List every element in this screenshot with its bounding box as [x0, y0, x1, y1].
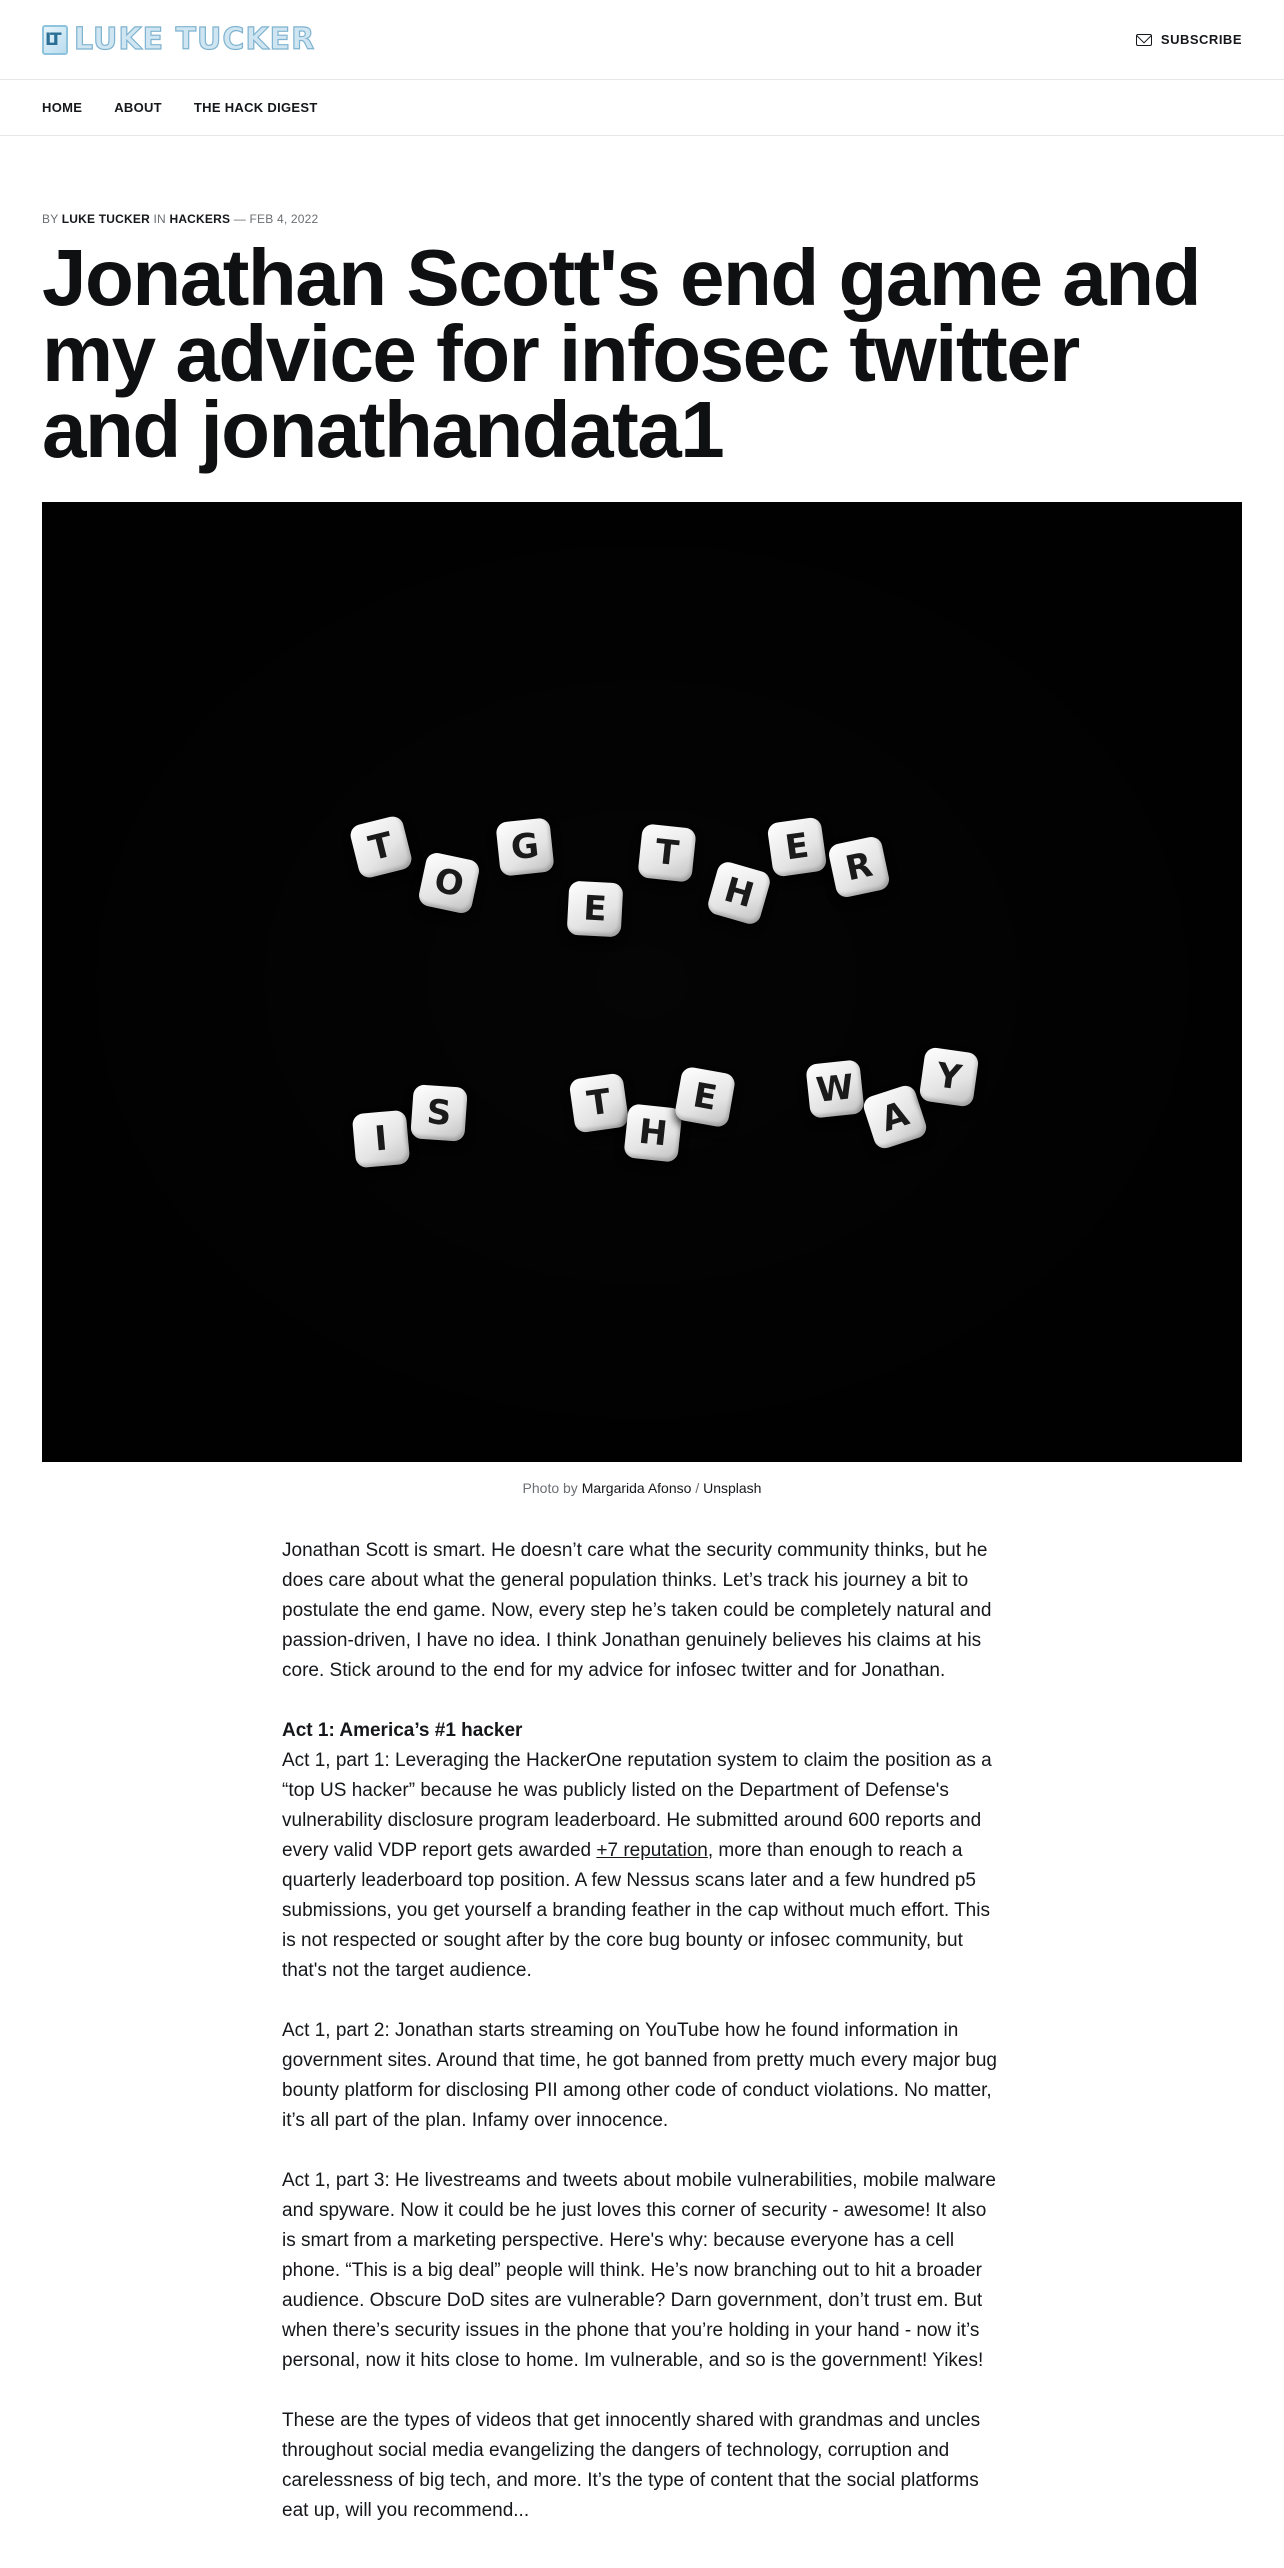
author-link[interactable]: LUKE TUCKER	[61, 212, 150, 226]
section-heading: Act 1: America’s #1 hacker	[282, 1720, 523, 1741]
mail-icon	[1136, 34, 1152, 46]
subscribe-label: SUBSCRIBE	[1160, 32, 1242, 47]
logo-text: LUKE TUCKER	[74, 22, 316, 57]
paragraph	[282, 1716, 1002, 1986]
paragraph-text: , more than enough to reach a quarterly leaderboard top position. A few Nessus scans later and a few hundred p5 submissions, you get yourself a branding feather in the cap without much effort. This is not respected or sought after by the core bug bounty or infosec community, but that's not the target audience.	[282, 1840, 990, 1981]
feature-image	[42, 502, 1242, 1462]
paragraph-text: Act 1, part 1: Leveraging the HackerOne reputation system to claim the position as a “top US hacker” because he was publicly listed on the Department of Defense's vulnerability disclosure program leaderboard. He submitted around 600 reports and every valid VDP report gets awarded	[282, 1750, 992, 1861]
letter-tile: W	[805, 1059, 864, 1118]
caption-prefix: Photo by	[522, 1480, 578, 1496]
letter-tile: I	[352, 1110, 411, 1169]
letter-tile: S	[410, 1084, 468, 1142]
post-title: Jonathan Scott's end game and my advice for infosec twitter and jonathandata1	[42, 233, 1200, 474]
letter-tile: A	[861, 1083, 929, 1151]
post-content	[282, 1536, 1002, 2526]
letter-tile: E	[567, 881, 624, 938]
letter-tile: R	[827, 835, 891, 899]
letter-tile: E	[674, 1066, 737, 1129]
subscribe-button[interactable]	[1136, 32, 1242, 47]
post-date: FEB 4, 2022	[249, 212, 319, 226]
nav-item-home[interactable]: HOME	[42, 100, 83, 115]
meta-in: IN	[153, 212, 166, 226]
nav-item-about[interactable]: ABOUT	[114, 100, 162, 115]
letter-tile: E	[767, 817, 828, 878]
reputation-link[interactable]: +7 reputation	[596, 1840, 708, 1861]
site-header	[0, 0, 1284, 80]
post-meta	[42, 212, 1284, 226]
paragraph: These are the types of videos that get innocently shared with grandmas and uncles throughout social media evangelizing the dangers of technology, corruption and carelessness of big tech, and more. It’s the type of content that the social platforms eat up, will you recommend...	[282, 2410, 981, 2521]
letter-tile: G	[495, 817, 554, 876]
letter-tile: T	[569, 1073, 630, 1134]
meta-by: BY	[42, 212, 59, 226]
meta-separator: —	[233, 212, 246, 226]
paragraph: Act 1, part 2: Jonathan starts streaming on YouTube how he found information in government sites. Around that time, he got banned from pretty much every major bug bounty platform for disclosing PII among other code of conduct violations. No matter, it’s all part of the plan. Infamy over innocence.	[282, 2020, 997, 2131]
paragraph: Jonathan Scott is smart. He doesn’t care what the security community thinks, but he does care about what the general population thinks. Let’s track his journey a bit to postulate the end game. Now, every step he’s taken could be completely natural and passion-driven, I have no idea. I think Jonathan genuinely believes his claims at his core. Stick around to the end for my advice for infosec twitter and for Jonathan.	[282, 1540, 992, 1681]
letter-tile: Y	[919, 1047, 980, 1108]
caption-author-link[interactable]: Margarida Afonso	[581, 1480, 692, 1496]
letter-tile: T	[348, 814, 413, 879]
tag-link[interactable]: HACKERS	[169, 212, 231, 226]
main-nav	[0, 80, 1284, 136]
letter-tile: H	[623, 1103, 682, 1162]
letter-tile: T	[637, 823, 696, 882]
logo-icon	[42, 25, 68, 55]
letter-tile: O	[417, 851, 481, 915]
letter-tile: H	[706, 860, 773, 927]
image-caption	[0, 1480, 1284, 1496]
caption-source-link[interactable]: Unsplash	[703, 1480, 762, 1496]
nav-item-hack-digest[interactable]: THE HACK DIGEST	[193, 100, 318, 115]
site-logo[interactable]	[42, 22, 315, 57]
caption-separator: /	[695, 1480, 700, 1496]
paragraph: Act 1, part 3: He livestreams and tweets about mobile vulnerabilities, mobile malware and spyware. Now it could be he just loves this corner of security - awesome! It also is smart from a marketing perspective. Here's why: because everyone has a cell phone. “This is a big deal” people will think. He’s now branching out to hit a broader audience. Obscure DoD sites are vulnerable? Darn government, don’t trust em. But when there’s security issues in the phone that you’re holding in your hand - now it’s personal, now it hits close to home. Im vulnerable, and so is the government! Yikes!	[282, 2170, 996, 2371]
